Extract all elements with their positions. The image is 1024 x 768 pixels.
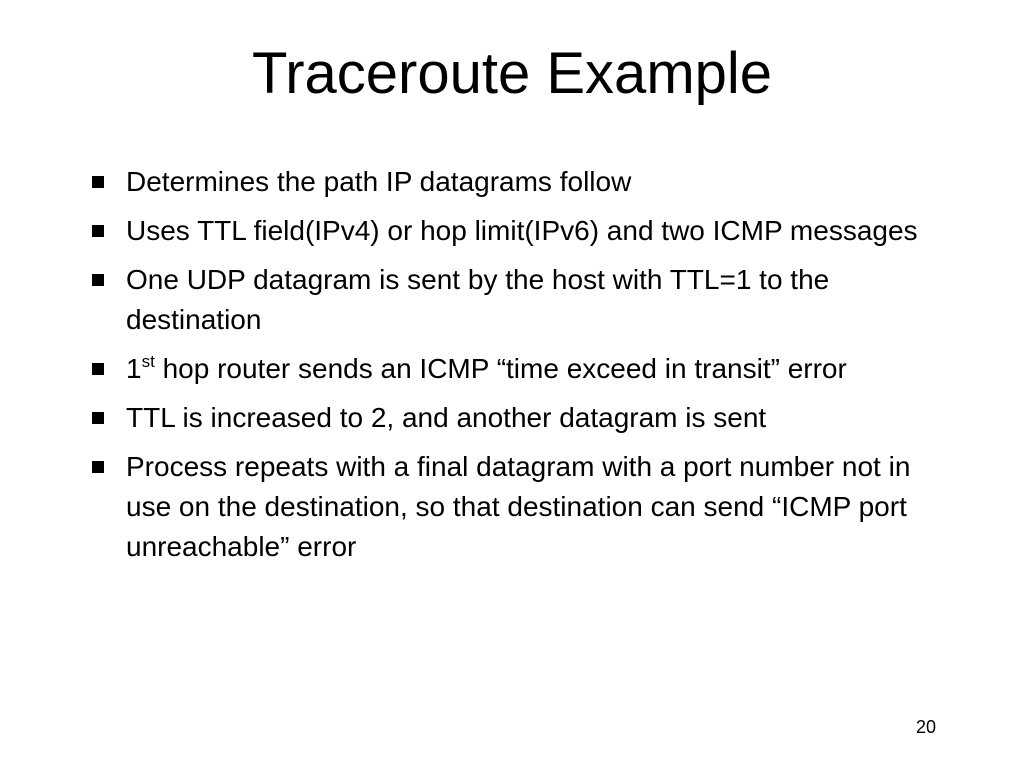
square-bullet-icon xyxy=(92,176,104,188)
bullet-list xyxy=(88,162,948,576)
bullet-text: One UDP datagram is sent by the host with TTL=1 to the destination xyxy=(126,264,830,335)
bullet-item xyxy=(88,162,948,202)
square-bullet-icon xyxy=(92,225,104,237)
bullet-item xyxy=(88,260,948,340)
bullet-text: Uses TTL field(IPv4) or hop limit(IPv6) and two ICMP messages xyxy=(126,215,918,246)
page-number: 20 xyxy=(915,717,936,737)
square-bullet-icon xyxy=(92,461,104,473)
square-bullet-icon xyxy=(92,274,104,286)
bullet-text: Process repeats with a final datagram with a port number not in use on the destination, so that destination can send “ICMP port unreachable” error xyxy=(126,451,911,562)
ordinal-superscript: st xyxy=(141,352,155,371)
bullet-item xyxy=(88,211,948,251)
square-bullet-icon xyxy=(92,412,104,424)
square-bullet-icon xyxy=(92,363,104,375)
bullet-text: Determines the path IP datagrams follow xyxy=(126,166,632,197)
bullet-prefix: 1 xyxy=(126,353,142,384)
bullet-item xyxy=(88,398,948,438)
bullet-text: hop router sends an ICMP “time exceed in transit” error xyxy=(154,353,847,384)
bullet-item xyxy=(88,349,948,389)
bullet-text: TTL is increased to 2, and another datagram is sent xyxy=(126,402,767,433)
slide-title: Traceroute Example xyxy=(251,41,773,106)
bullet-item xyxy=(88,447,948,567)
